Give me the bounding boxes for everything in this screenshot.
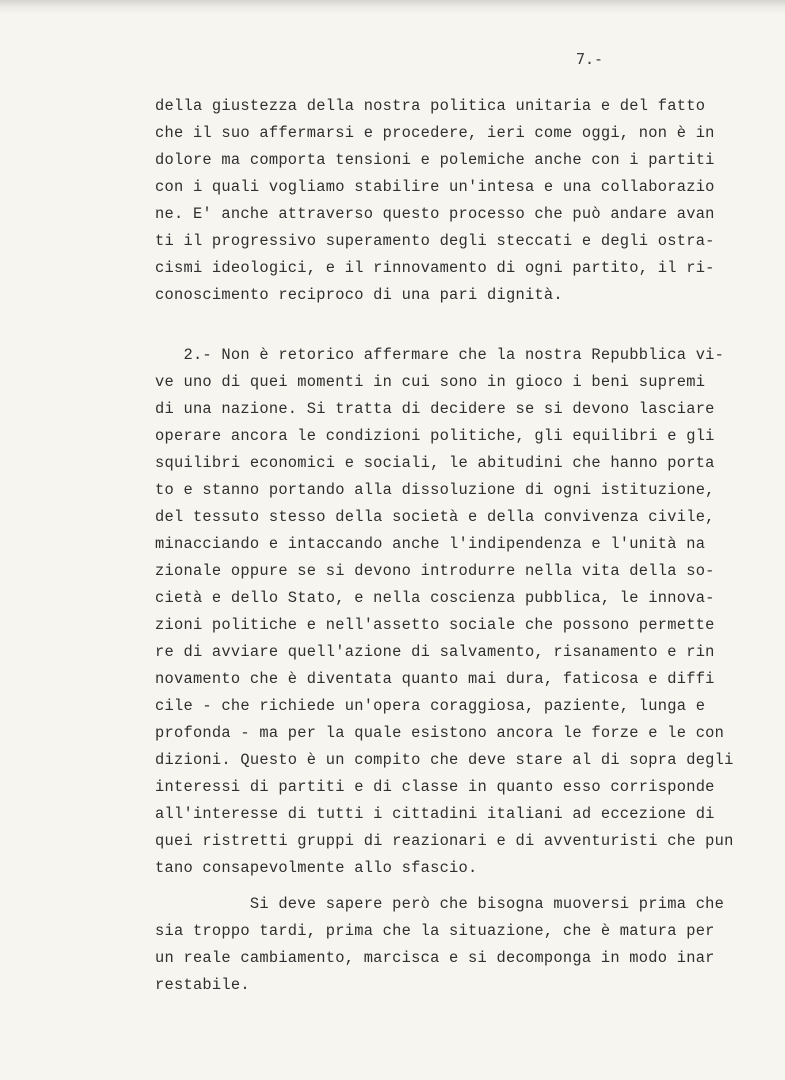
- page-edge-shadow: [0, 0, 785, 14]
- text-line: interessi di partiti e di classe in quanto esso corrisponde: [155, 778, 715, 796]
- text-line: con i quali vogliamo stabilire un'intesa e una collaborazio: [155, 178, 715, 196]
- text-line: re di avviare quell'azione di salvamento, risanamento e rin: [155, 643, 715, 661]
- paragraph-3: [155, 891, 724, 999]
- text-line: della giustezza della nostra politica unitaria e del fatto: [155, 97, 706, 115]
- text-line: cismi ideologici, e il rinnovamento di ogni partito, il ri-: [155, 259, 715, 277]
- text-line: un reale cambiamento, marcisca e si decomponga in modo inar: [155, 949, 715, 967]
- text-line: cietà e dello Stato, e nella coscienza pubblica, le innova-: [155, 589, 715, 607]
- text-line: ne. E' anche attraverso questo processo che può andare avan: [155, 205, 715, 223]
- text-line: restabile.: [155, 976, 250, 994]
- text-line: novamento che è diventata quanto mai dura, faticosa e diffi: [155, 670, 715, 688]
- paragraph-2: [155, 342, 734, 882]
- text-line: squilibri economici e sociali, le abitudini che hanno porta: [155, 454, 715, 472]
- text-line: tano consapevolmente allo sfascio.: [155, 859, 478, 877]
- text-line: to e stanno portando alla dissoluzione di ogni istituzione,: [155, 481, 715, 499]
- text-line: di una nazione. Si tratta di decidere se si devono lasciare: [155, 400, 715, 418]
- text-line: ti il progressivo superamento degli steccati e degli ostra-: [155, 232, 715, 250]
- text-line: all'interesse di tutti i cittadini italiani ad eccezione di: [155, 805, 715, 823]
- text-line: conoscimento reciproco di una pari dignità.: [155, 286, 563, 304]
- text-line: minacciando e intaccando anche l'indipendenza e l'unità na: [155, 535, 706, 553]
- text-line: del tessuto stesso della società e della convivenza civile,: [155, 508, 715, 526]
- text-line: ve uno di quei momenti in cui sono in gioco i beni supremi: [155, 373, 706, 391]
- text-line: che il suo affermarsi e procedere, ieri come oggi, non è in: [155, 124, 715, 142]
- text-line: dolore ma comporta tensioni e polemiche anche con i partiti: [155, 151, 715, 169]
- text-line: sia troppo tardi, prima che la situazione, che è matura per: [155, 922, 715, 940]
- text-line: 2.- Non è retorico affermare che la nostra Repubblica vi-: [155, 346, 725, 364]
- text-line: Si deve sapere però che bisogna muoversi prima che: [155, 895, 725, 913]
- text-line: dizioni. Questo è un compito che deve stare al di sopra degli: [155, 751, 734, 769]
- page-number: 7.-: [576, 50, 604, 68]
- text-line: cile - che richiede un'opera coraggiosa, paziente, lunga e: [155, 697, 706, 715]
- text-line: quei ristretti gruppi di reazionari e di avventuristi che pun: [155, 832, 734, 850]
- paragraph-1: [155, 93, 715, 309]
- text-line: zioni politiche e nell'assetto sociale che possono permette: [155, 616, 715, 634]
- text-line: zionale oppure se si devono introdurre nella vita della so-: [155, 562, 715, 580]
- text-line: profonda - ma per la quale esistono ancora le forze e le con: [155, 724, 725, 742]
- text-line: operare ancora le condizioni politiche, gli equilibri e gli: [155, 427, 715, 445]
